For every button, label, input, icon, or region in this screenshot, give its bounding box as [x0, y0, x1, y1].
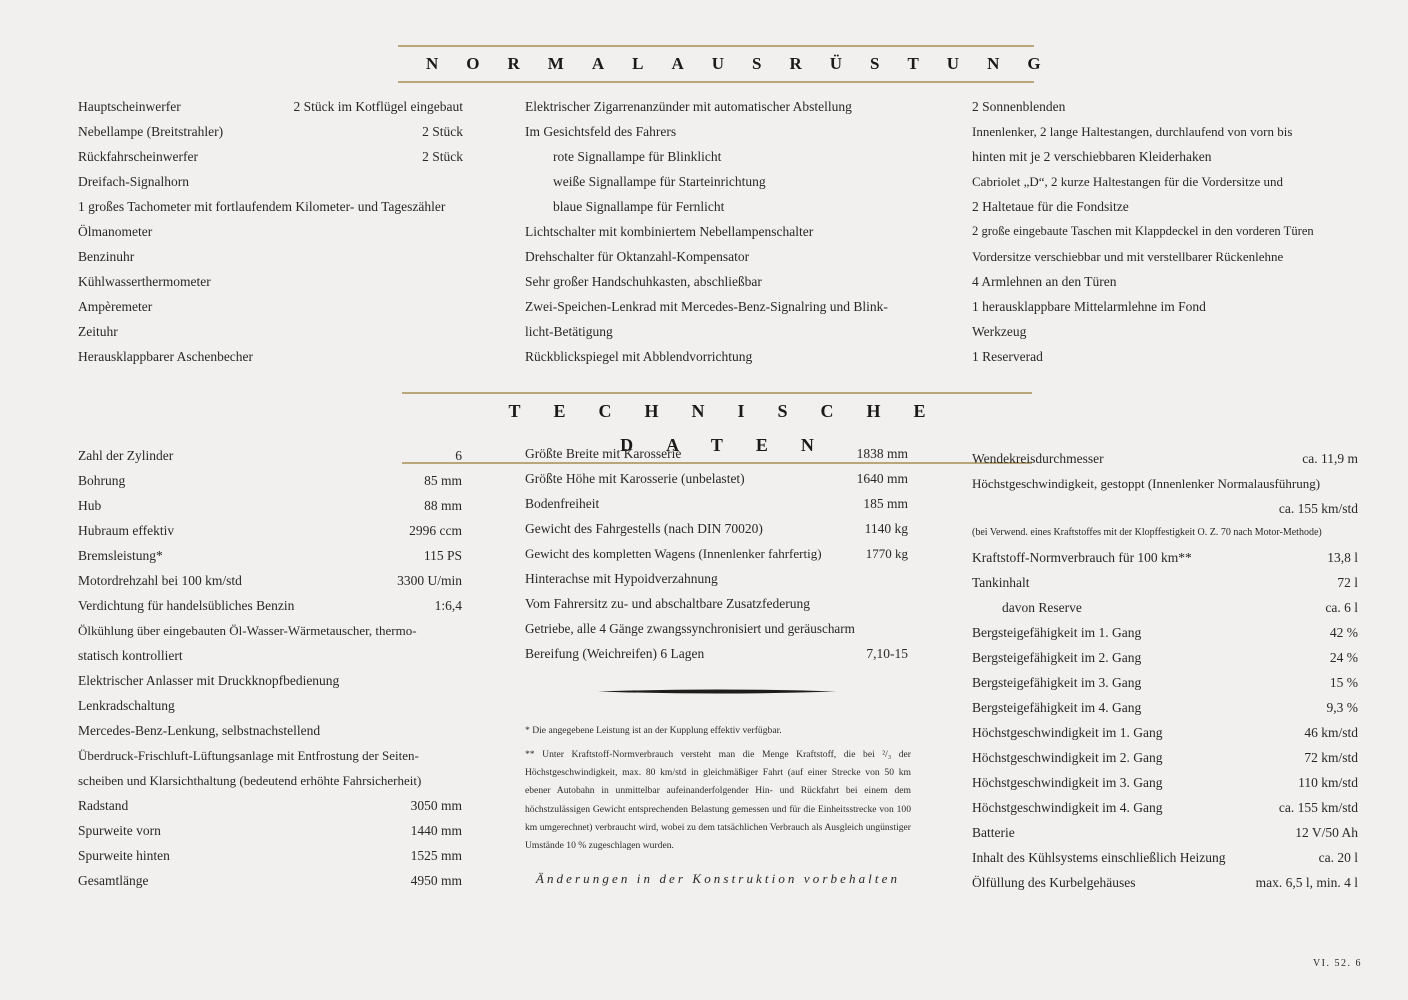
spec-row	[972, 845, 1358, 870]
list-item	[525, 269, 915, 294]
list-item	[78, 294, 463, 319]
item-label: Ampèremeter	[78, 299, 153, 314]
spec-value: 2996 ccm	[409, 523, 462, 538]
spec-label: Spurweite vorn	[78, 823, 161, 838]
item-value: 2 Stück	[422, 124, 463, 139]
spec-row	[78, 468, 462, 493]
list-item	[972, 144, 1358, 169]
item-label: Drehschalter für Oktanzahl-Kompensator	[525, 249, 750, 264]
spec-value: 72 km/std	[1304, 750, 1358, 765]
item-label: licht-Betätigung	[525, 324, 613, 339]
spec-row	[78, 543, 462, 568]
spec-label: Elektrischer Anlasser mit Druckknopfbedienung	[78, 673, 340, 688]
spec-label: Spurweite hinten	[78, 848, 170, 863]
technical-left-column	[78, 443, 462, 893]
item-label: Rückfahrscheinwerfer	[78, 149, 198, 164]
spec-label: Höchstgeschwindigkeit im 4. Gang	[972, 800, 1163, 815]
spec-row	[525, 541, 908, 566]
spec-row	[972, 471, 1358, 496]
item-label: 1 herausklappbare Mittelarmlehne im Fond	[972, 299, 1206, 314]
item-label: rote Signallampe für Blinklicht	[553, 149, 722, 164]
spec-value: ca. 6 l	[1325, 600, 1358, 615]
item-label: 2 Sonnenblenden	[972, 99, 1066, 114]
item-label: 2 Haltetaue für die Fondsitze	[972, 199, 1129, 214]
list-item	[972, 169, 1358, 194]
item-label: Sehr großer Handschuhkasten, abschließbar	[525, 274, 762, 289]
spec-row	[78, 593, 462, 618]
list-item	[525, 344, 915, 369]
list-item	[525, 219, 915, 244]
list-item	[525, 119, 915, 144]
list-item	[78, 194, 463, 219]
spec-value: 9,3 %	[1326, 700, 1358, 715]
item-label: 1 Reserverad	[972, 349, 1043, 364]
spec-row	[972, 620, 1358, 645]
spec-label: Gewicht des kompletten Wagens (Innenlenker fahrfertig)	[525, 546, 822, 561]
spec-row	[972, 870, 1358, 895]
list-item	[525, 319, 915, 344]
spec-value: ca. 155 km/std	[1278, 800, 1358, 815]
spec-value: 42 %	[1329, 625, 1358, 640]
spec-label: Bergsteigefähigkeit im 2. Gang	[972, 650, 1142, 665]
item-label: Innenlenker, 2 lange Haltestangen, durchlaufend von vorn bis	[972, 124, 1293, 139]
spec-row	[78, 743, 462, 768]
list-item	[972, 119, 1358, 144]
spec-label: Bodenfreiheit	[525, 496, 600, 511]
spec-row	[972, 770, 1358, 795]
technical-middle-column	[525, 441, 908, 666]
item-label: Werkzeug	[972, 324, 1027, 339]
spec-label: Höchstgeschwindigkeit im 3. Gang	[972, 775, 1163, 790]
spec-row	[78, 843, 462, 868]
spec-row	[972, 795, 1358, 820]
spec-row	[78, 518, 462, 543]
spec-row	[525, 591, 908, 616]
item-value: 2 Stück	[422, 149, 463, 164]
spec-row	[972, 521, 1358, 545]
spec-label: Batterie	[972, 825, 1015, 840]
list-item	[78, 344, 463, 369]
list-item	[78, 269, 463, 294]
item-label: Hauptscheinwerfer	[78, 99, 181, 114]
spec-value: 1770 kg	[865, 546, 908, 561]
normal-middle-column	[525, 94, 915, 369]
list-item	[525, 144, 915, 169]
spec-label: Verdichtung für handelsübliches Benzin	[78, 598, 295, 613]
spec-row	[972, 496, 1358, 521]
spec-row	[525, 441, 908, 466]
spec-row	[972, 595, 1358, 620]
spec-note: (bei Verwend. eines Kraftstoffes mit der Klopffestigkeit O. Z. 70 nach Motor-Methode)	[972, 527, 1322, 538]
spec-label: scheiben und Klarsichthaltung (bedeutend erhöhte Fahrsicherheit)	[78, 773, 422, 788]
item-label: blaue Signallampe für Fernlicht	[553, 199, 725, 214]
technical-right-column	[972, 446, 1358, 895]
spec-row	[78, 443, 462, 468]
normal-right-column	[972, 94, 1358, 369]
list-item	[972, 344, 1358, 369]
item-label: weiße Signallampe für Starteinrichtung	[553, 174, 766, 189]
list-item	[972, 219, 1358, 244]
spec-label: Bergsteigefähigkeit im 3. Gang	[972, 675, 1142, 690]
spec-label: Größte Höhe mit Karosserie (unbelastet)	[525, 471, 745, 486]
normal-left-column	[78, 94, 463, 369]
list-item	[972, 194, 1358, 219]
spec-value: 7,10-15	[866, 646, 908, 661]
spec-value: 3050 mm	[410, 798, 462, 813]
spec-row	[525, 516, 908, 541]
spec-row	[78, 618, 462, 643]
spec-row	[972, 695, 1358, 720]
spec-label: Ölfüllung des Kurbelgehäuses	[972, 875, 1136, 890]
spec-value: 24 %	[1329, 650, 1358, 665]
item-label: Dreifach-Signalhorn	[78, 174, 189, 189]
spec-label: Bergsteigefähigkeit im 4. Gang	[972, 700, 1142, 715]
spec-value: 85 mm	[424, 473, 462, 488]
spec-row	[525, 641, 908, 666]
item-value: 2 Stück im Kotflügel eingebaut	[293, 99, 463, 114]
list-item	[78, 319, 463, 344]
item-label: hinten mit je 2 verschiebbaren Kleiderhaken	[972, 149, 1212, 164]
item-label: Kühlwasserthermometer	[78, 274, 211, 289]
spec-label: statisch kontrolliert	[78, 648, 183, 663]
spec-label: Höchstgeschwindigkeit, gestoppt (Innenlenker Normalausführung)	[972, 476, 1321, 491]
ornamental-divider	[598, 689, 836, 694]
list-item	[78, 244, 463, 269]
item-label: Benzinuhr	[78, 249, 135, 264]
spec-value: max. 6,5 l, min. 4 l	[1255, 875, 1358, 890]
reservation-note: Änderungen in der Konstruktion vorbehalten	[535, 871, 901, 886]
list-item	[525, 244, 915, 269]
spec-row	[78, 818, 462, 843]
spec-row	[78, 668, 462, 693]
spec-label: Motordrehzahl bei 100 km/std	[78, 573, 242, 588]
spec-value: 3300 U/min	[397, 573, 462, 588]
spec-value: 110 km/std	[1298, 775, 1358, 790]
spec-label: Tankinhalt	[972, 575, 1030, 590]
item-label: Ölmanometer	[78, 224, 153, 239]
list-item	[78, 219, 463, 244]
spec-label: Höchstgeschwindigkeit im 2. Gang	[972, 750, 1163, 765]
spec-value: 72 l	[1337, 575, 1358, 590]
spec-row	[972, 446, 1358, 471]
spec-label: Gewicht des Fahrgestells (nach DIN 70020)	[525, 521, 763, 536]
normal-section-title: NORMALAUSRÜSTUNG	[426, 54, 1069, 73]
spec-value: 1:6,4	[434, 598, 462, 613]
spec-row	[78, 693, 462, 718]
spec-label: Mercedes-Benz-Lenkung, selbstnachstellend	[78, 723, 321, 738]
spec-row	[78, 793, 462, 818]
spec-value: 1140 kg	[864, 521, 908, 536]
list-item	[972, 319, 1358, 344]
spec-row	[78, 868, 462, 893]
page-code: VI. 52. 6	[1312, 958, 1362, 969]
spec-label: Bremsleistung*	[78, 548, 163, 563]
spec-row	[525, 491, 908, 516]
item-label: 1 großes Tachometer mit fortlaufendem Kilometer- und Tageszähler	[78, 199, 446, 214]
item-label: Herausklappbarer Aschenbecher	[78, 349, 254, 364]
spec-row	[78, 768, 462, 793]
spec-label: Getriebe, alle 4 Gänge zwangssynchronisiert und geräuscharm	[525, 621, 855, 636]
technical-section-title: TECHNISCHE DATEN	[508, 401, 959, 455]
list-item	[525, 169, 915, 194]
spec-label: Radstand	[78, 798, 129, 813]
spec-label: davon Reserve	[1002, 600, 1082, 615]
spec-value: 6	[455, 448, 462, 463]
spec-value: 1440 mm	[410, 823, 462, 838]
spec-row	[972, 820, 1358, 845]
spec-label: Bereifung (Weichreifen) 6 Lagen	[525, 646, 705, 661]
item-label: Zwei-Speichen-Lenkrad mit Mercedes-Benz-Signalring und Blink-	[525, 299, 888, 314]
spec-value: 88 mm	[424, 498, 462, 513]
spec-label: Hub	[78, 498, 102, 513]
spec-value: 1525 mm	[410, 848, 462, 863]
spec-value: 1640 mm	[856, 471, 908, 486]
item-label: Lichtschalter mit kombiniertem Nebellampenschalter	[525, 224, 814, 239]
spec-value: 185 mm	[863, 496, 908, 511]
spec-value: ca. 155 km/std	[1278, 501, 1358, 516]
spec-label: Gesamtlänge	[78, 873, 149, 888]
list-item	[525, 94, 915, 119]
list-item	[78, 169, 463, 194]
spec-label: Kraftstoff-Normverbrauch für 100 km**	[972, 550, 1192, 565]
spec-row	[525, 616, 908, 641]
item-label: Zeituhr	[78, 324, 118, 339]
spec-row	[78, 643, 462, 668]
spec-label: Hinterachse mit Hypoidverzahnung	[525, 571, 718, 586]
spec-value: 1838 mm	[856, 446, 908, 461]
spec-row	[525, 466, 908, 491]
spec-label: Lenkradschaltung	[78, 698, 175, 713]
footnote-power: * Die angegebene Leistung ist an der Kupplung effektiv verfügbar.	[525, 725, 782, 736]
spec-value: 15 %	[1329, 675, 1358, 690]
item-label: Nebellampe (Breitstrahler)	[78, 124, 224, 139]
normal-section-header	[398, 45, 1069, 83]
spec-label: Inhalt des Kühlsystems einschließlich Heizung	[972, 850, 1226, 865]
item-label: Rückblickspiegel mit Abblendvorrichtung	[525, 349, 753, 364]
spec-label: Wendekreisdurchmesser	[972, 451, 1104, 466]
item-label: Cabriolet „D“, 2 kurze Haltestangen für die Vordersitze und	[972, 174, 1284, 189]
spec-label: Vom Fahrersitz zu- und abschaltbare Zusatzfederung	[525, 596, 811, 611]
spec-value: ca. 11,9 m	[1302, 451, 1358, 466]
spec-row	[972, 670, 1358, 695]
spec-value: 46 km/std	[1304, 725, 1358, 740]
spec-row	[972, 545, 1358, 570]
spec-row	[972, 645, 1358, 670]
list-item	[972, 269, 1358, 294]
spec-value: 115 PS	[423, 548, 462, 563]
spec-label: Zahl der Zylinder	[78, 448, 174, 463]
spec-label: Bergsteigefähigkeit im 1. Gang	[972, 625, 1142, 640]
list-item	[972, 244, 1358, 269]
list-item	[525, 294, 915, 319]
spec-value: ca. 20 l	[1318, 850, 1358, 865]
list-item	[78, 94, 463, 119]
spec-label: Bohrung	[78, 473, 126, 488]
item-label: 4 Armlehnen an den Türen	[972, 274, 1117, 289]
spec-label: Höchstgeschwindigkeit im 1. Gang	[972, 725, 1163, 740]
spec-label: Größte Breite mit Karosserie	[525, 446, 682, 461]
list-item	[972, 294, 1358, 319]
item-label: Im Gesichtsfeld des Fahrers	[525, 124, 677, 139]
bottom-rule	[398, 81, 1034, 83]
spec-value: 4950 mm	[410, 873, 462, 888]
item-label: Elektrischer Zigarrenanzünder mit automatischer Abstellung	[525, 99, 852, 114]
spec-label: Überdruck-Frischluft-Lüftungsanlage mit Entfrostung der Seiten-	[78, 748, 419, 763]
spec-row	[78, 493, 462, 518]
item-label: Vordersitze verschiebbar und mit verstellbarer Rückenlehne	[972, 249, 1284, 264]
spec-label: Ölkühlung über eingebauten Öl-Wasser-Wärmetauscher, thermo-	[78, 623, 417, 638]
spec-row	[78, 568, 462, 593]
list-item	[972, 94, 1358, 119]
spec-row	[78, 718, 462, 743]
spec-row	[972, 720, 1358, 745]
spec-value: 12 V/50 Ah	[1295, 825, 1358, 840]
spec-row	[972, 570, 1358, 595]
spec-label: Hubraum effektiv	[78, 523, 175, 538]
list-item	[78, 119, 463, 144]
list-item	[78, 144, 463, 169]
spec-row	[525, 566, 908, 591]
spec-row	[972, 745, 1358, 770]
spec-value: 13,8 l	[1327, 550, 1358, 565]
item-label: 2 große eingebaute Taschen mit Klappdeckel in den vorderen Türen	[972, 224, 1314, 238]
list-item	[525, 194, 915, 219]
footnote-consumption: ** Unter Kraftstoff-Normverbrauch versteht man die Menge Kraftstoff, die bei ²/₃ der Höchstgeschwindigkeit, max. 80 km/std in gleichmäßiger Fahrt (auf einer Strecke von 50 km ebener Autobahn in unmittelbar aufeinanderfolgender Hin- und Rückfahrt bei einem dem höchstzulässigen Gewicht entsprechenden Belastung gemessen und für die Einheitsstrecke von 100 km umgerechnet) verbraucht wird, wobei zu dem tatsächlichen Verbrauch als Ausgleich ungünstiger Umstände 10 % zugeschlagen wurden.	[525, 749, 911, 852]
